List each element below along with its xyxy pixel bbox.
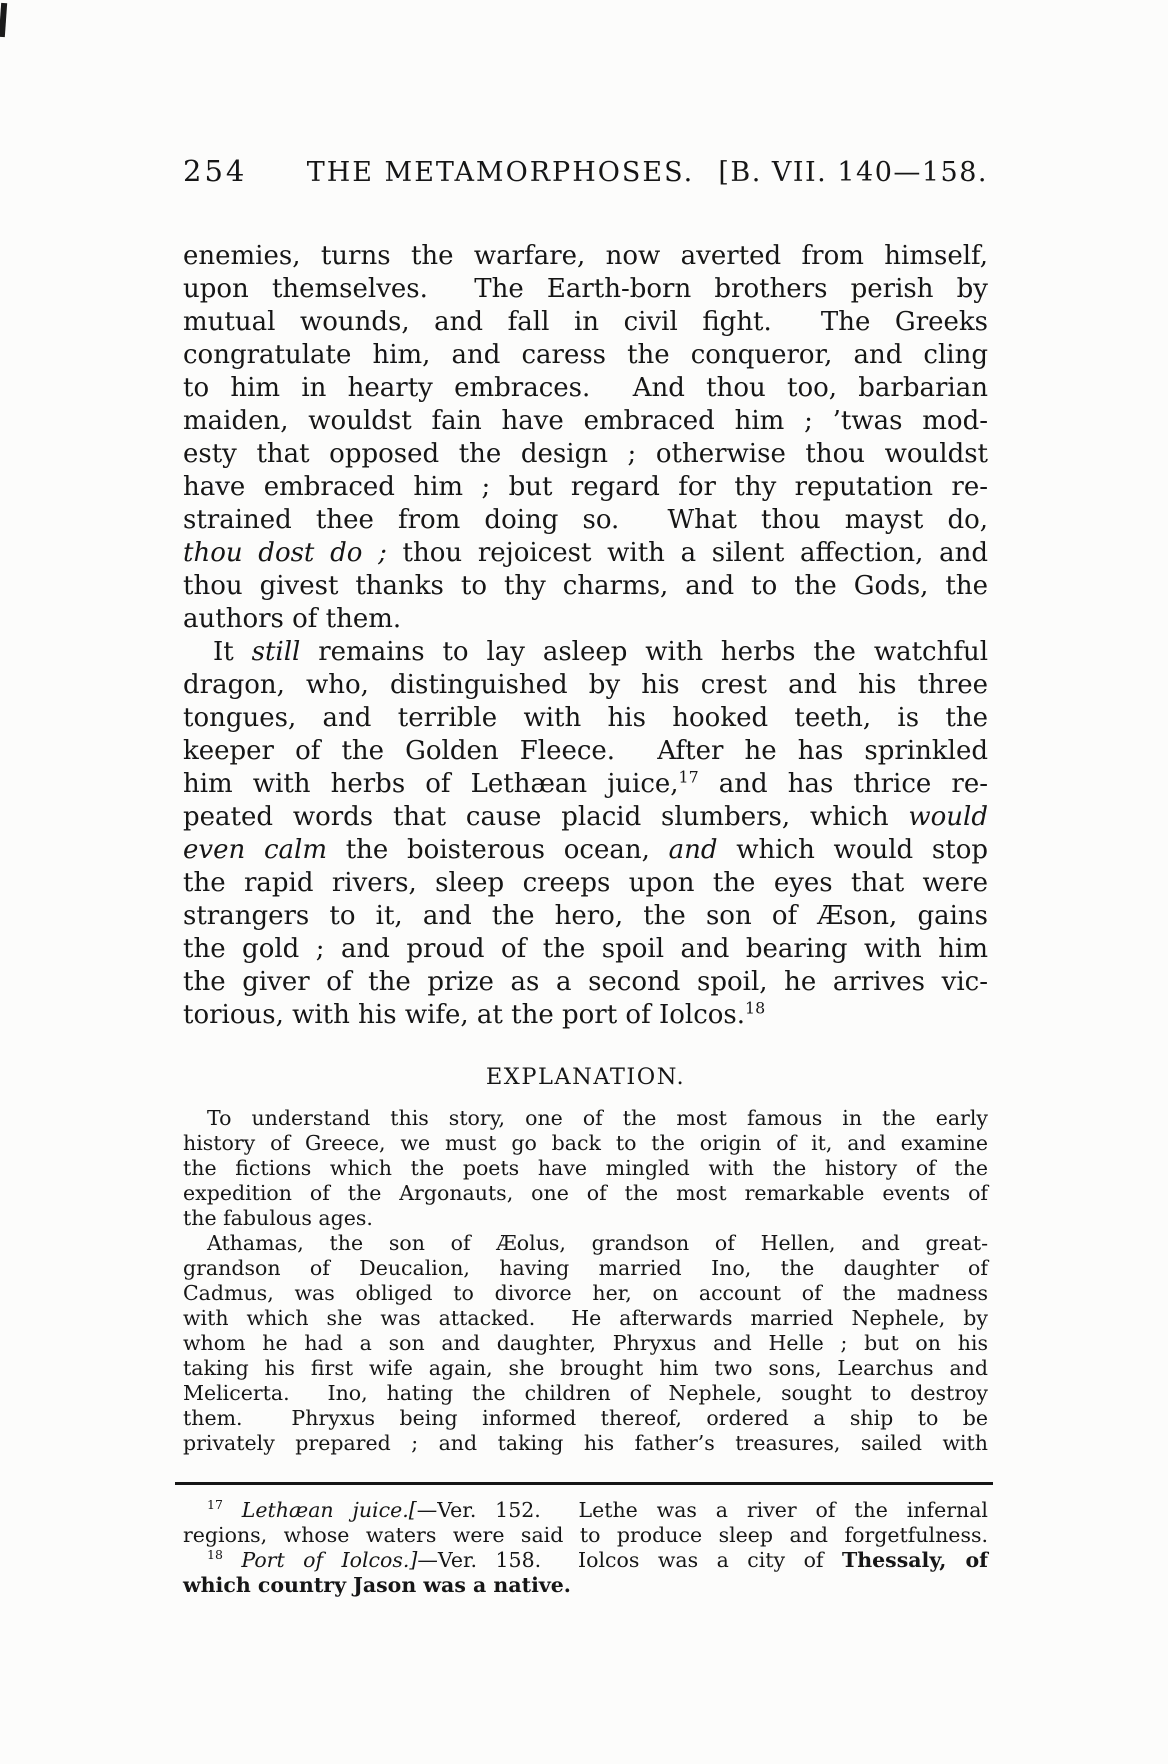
text-segment: with which she was attacked. He afterwards married Nephele, by <box>183 1306 988 1330</box>
text-segment: torious, with his wife, at the port of Iolcos. <box>183 1000 746 1030</box>
footnote-18 <box>183 1548 988 1598</box>
text-line <box>183 273 988 306</box>
text-line <box>183 504 988 537</box>
explanation-paragraph-2 <box>183 1231 988 1456</box>
text-segment: and <box>668 835 718 865</box>
text-line <box>183 1131 988 1156</box>
text-segment: —Ver. 152. Lethe was a river of the infernal <box>416 1498 988 1522</box>
text-line <box>183 1306 988 1331</box>
text-line <box>183 570 988 603</box>
body-paragraph-1 <box>183 240 988 636</box>
text-line <box>183 471 988 504</box>
scan-edge-artifact <box>0 3 7 37</box>
text-segment: which would stop <box>717 835 988 865</box>
text-line <box>183 669 988 702</box>
text-segment: the fictions which the poets have mingled with the history of the <box>183 1156 988 1180</box>
text-segment: thou rejoicest with a silent affection, and <box>386 538 988 568</box>
text-segment: It <box>213 637 252 667</box>
text-segment: the gold ; and proud of the spoil and bearing with him <box>183 934 988 964</box>
text-segment: grandson of Deucalion, having married Ino, the daughter of <box>183 1256 988 1280</box>
text-line <box>183 1331 988 1356</box>
text-line <box>183 636 988 669</box>
text-line <box>183 1181 988 1206</box>
text-segment: him with herbs of Lethæan juice, <box>183 769 679 799</box>
explanation-paragraph-1 <box>183 1106 988 1231</box>
text-segment: strangers to it, and the hero, the son of Æson, gains <box>183 901 988 931</box>
text-segment: To understand this story, one of the most famous in the early <box>207 1106 988 1130</box>
text-segment: Port of Iolcos.] <box>241 1548 418 1572</box>
body-text <box>183 240 988 1032</box>
text-line <box>183 1231 988 1256</box>
text-line <box>183 1573 988 1598</box>
text-segment: thou dost do ; <box>183 538 387 568</box>
text-segment: maiden, wouldst fain have embraced him ; ’twas mod- <box>183 406 988 436</box>
page-number: 254 <box>183 154 248 188</box>
text-line <box>183 240 988 273</box>
text-segment: strained thee from doing so. What thou mayst do, <box>183 505 988 535</box>
text-line <box>183 405 988 438</box>
text-segment <box>223 1548 241 1572</box>
explanation-text <box>183 1106 988 1456</box>
text-line <box>183 1356 988 1381</box>
text-segment: history of Greece, we must go back to the origin of it, and examine <box>183 1131 988 1155</box>
text-line <box>183 1498 988 1523</box>
text-segment: the fabulous ages. <box>183 1206 373 1230</box>
text-segment <box>223 1498 242 1522</box>
text-segment: esty that opposed the design ; otherwise thou wouldst <box>183 439 988 469</box>
text-line <box>183 966 988 999</box>
footnotes-section <box>183 1498 988 1598</box>
text-segment: Lethæan juice.[ <box>241 1498 417 1522</box>
text-line <box>183 438 988 471</box>
text-segment: Cadmus, was obliged to divorce her, on account of the madness <box>183 1281 988 1305</box>
text-segment: tongues, and terrible with his hooked teeth, is the <box>183 703 988 733</box>
footnote-17 <box>183 1498 988 1548</box>
text-line <box>183 1281 988 1306</box>
footnote-marker: 17 <box>207 1497 223 1513</box>
text-segment: the rapid rivers, sleep creeps upon the eyes that were <box>183 868 988 898</box>
text-segment: upon themselves. The Earth-born brothers perish by <box>183 274 988 304</box>
text-line <box>183 1523 988 1548</box>
text-line <box>183 1431 988 1456</box>
text-segment: mutual wounds, and fall in civil fight. The Greeks <box>183 307 988 337</box>
text-segment: would <box>908 802 988 832</box>
text-segment: even calm <box>183 835 327 865</box>
text-line <box>183 834 988 867</box>
text-segment: keeper of the Golden Fleece. After he has sprinkled <box>183 736 988 766</box>
text-line <box>183 1156 988 1181</box>
text-segment: regions, whose waters were said to produce sleep and forgetfulness. <box>183 1523 988 1547</box>
text-line <box>183 933 988 966</box>
text-segment: remains to lay asleep with herbs the watchful <box>300 637 989 667</box>
text-segment: them. Phryxus being informed thereof, ordered a ship to be <box>183 1406 988 1430</box>
text-line <box>183 999 988 1032</box>
text-line <box>183 702 988 735</box>
text-segment: the boisterous ocean, <box>326 835 669 865</box>
text-segment: privately prepared ; and taking his father’s treasures, sailed with <box>183 1431 988 1455</box>
body-paragraph-2 <box>183 636 988 1032</box>
text-segment: congratulate him, and caress the conqueror, and cling <box>183 340 988 370</box>
text-segment: —Ver. 158. Iolcos was a city of <box>417 1548 842 1572</box>
text-segment: Thessaly, of <box>841 1548 988 1572</box>
text-line <box>183 768 988 801</box>
text-line <box>183 867 988 900</box>
text-segment: have embraced him ; but regard for thy reputation re- <box>183 472 988 502</box>
text-line <box>183 1381 988 1406</box>
text-segment: still <box>251 637 301 667</box>
text-line <box>183 306 988 339</box>
footnote-divider <box>175 1482 993 1485</box>
text-segment: thou givest thanks to thy charms, and to the Gods, the <box>183 571 988 601</box>
text-segment: expedition of the Argonauts, one of the most remarkable events of <box>183 1181 988 1205</box>
text-line <box>183 900 988 933</box>
text-line <box>183 735 988 768</box>
text-line <box>183 372 988 405</box>
running-head-title: THE METAMORPHOSES. <box>306 157 695 188</box>
text-line <box>183 1106 988 1131</box>
text-line <box>183 1406 988 1431</box>
text-line <box>183 603 988 636</box>
text-line <box>183 1256 988 1281</box>
text-segment: taking his first wife again, she brought him two sons, Learchus and <box>183 1356 988 1380</box>
text-segment: Athamas, the son of Æolus, grandson of Hellen, and great- <box>207 1231 988 1255</box>
page-header <box>183 154 988 188</box>
text-line <box>183 537 988 570</box>
footnote-marker: 17 <box>678 767 699 787</box>
text-segment: which country Jason was a native. <box>183 1573 571 1597</box>
text-line <box>183 801 988 834</box>
text-segment: to him in hearty embraces. And thou too, barbarian <box>183 373 988 403</box>
text-segment: the giver of the prize as a second spoil, he arrives vic- <box>183 967 988 997</box>
running-head-reference: [B. VII. 140—158. <box>718 157 988 188</box>
text-line <box>183 339 988 372</box>
text-segment: whom he had a son and daughter, Phryxus and Helle ; but on his <box>183 1331 988 1355</box>
text-segment: authors of them. <box>183 604 402 634</box>
running-head <box>307 157 988 188</box>
text-segment: dragon, who, distinguished by his crest and his three <box>183 670 988 700</box>
explanation-heading: EXPLANATION. <box>485 1064 686 1090</box>
footnote-marker: 18 <box>745 998 766 1018</box>
text-segment: peated words that cause placid slumbers, which <box>183 802 909 832</box>
text-segment: and has thrice re- <box>698 769 988 799</box>
text-line <box>183 1206 988 1231</box>
text-line <box>183 1548 988 1573</box>
text-segment: enemies, turns the warfare, now averted from himself, <box>183 241 988 271</box>
text-segment: Melicerta. Ino, hating the children of Nephele, sought to destroy <box>183 1381 988 1405</box>
footnote-marker: 18 <box>207 1547 223 1563</box>
